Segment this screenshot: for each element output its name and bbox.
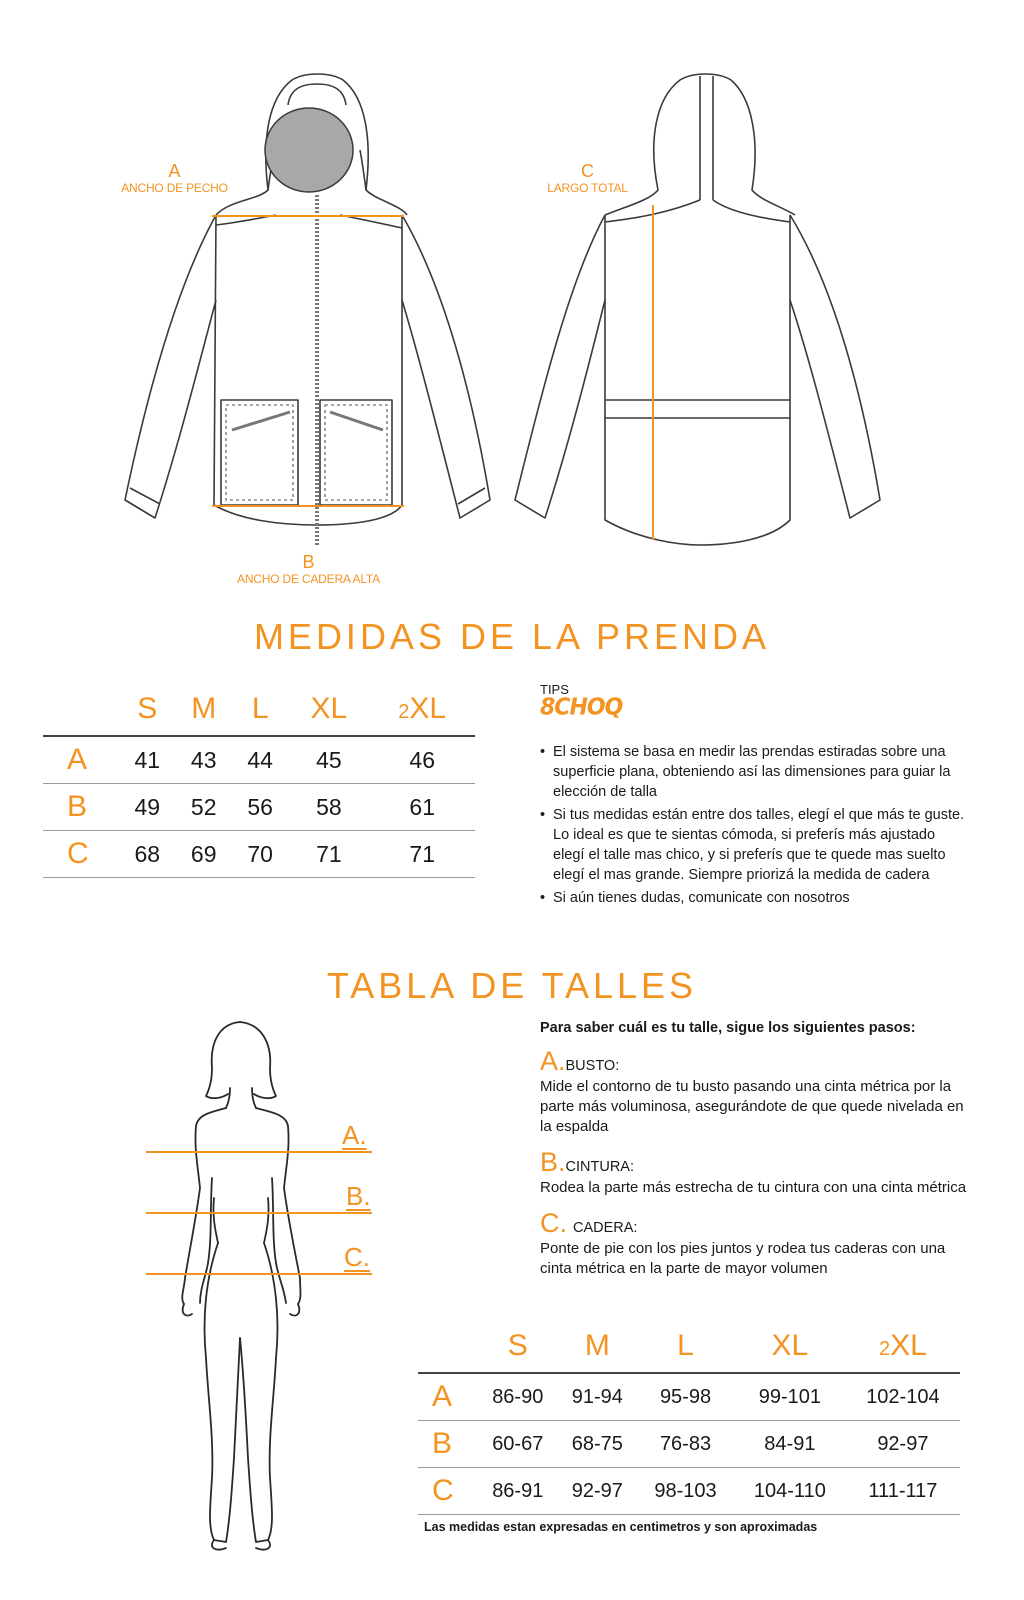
size-header: S (119, 683, 175, 736)
size-header: L (637, 1320, 734, 1373)
jacket-back-illustration (0, 0, 1024, 560)
list-item: • El sistema se basa en medir las prendas estiradas sobre una superficie plana, obteniendo así las dimensiones para guiar la elección de talla (540, 742, 970, 802)
step-title: CADERA: (573, 1220, 638, 1236)
table-cell: 61 (369, 784, 475, 831)
list-item: • Si aún tienes dudas, comunicate con nosotros (540, 888, 970, 908)
step-title: BUSTO: (565, 1058, 620, 1074)
row-label: C (43, 831, 119, 878)
row-label: A (43, 736, 119, 784)
table-cell: 76-83 (637, 1421, 734, 1468)
row-label: B (418, 1421, 478, 1468)
table-cell: 104-110 (734, 1468, 846, 1515)
size-header: 2XL (369, 683, 475, 736)
table-cell: 45 (288, 736, 369, 784)
table-cell: 111-117 (846, 1468, 960, 1515)
row-label: A (418, 1373, 478, 1421)
figure-label-hip: C. (344, 1242, 370, 1272)
table-cell: 86-91 (478, 1468, 558, 1515)
label-c-text: LARGO TOTAL (547, 180, 628, 195)
figure-label-bust: A. (342, 1120, 367, 1150)
steps-block (540, 1020, 970, 1279)
step-letter: C. (540, 1208, 567, 1238)
step-title: CINTURA: (565, 1159, 634, 1175)
table-cell: 70 (232, 831, 288, 878)
table-cell: 56 (232, 784, 288, 831)
label-a-text: ANCHO DE PECHO (121, 180, 228, 195)
step-text: Mide el contorno de tu busto pasando una cinta métrica por la parte más voluminosa, asegurándote de que quede nivelada en la espalda (540, 1078, 964, 1135)
label-total-length (540, 162, 635, 195)
label-chest-width (112, 162, 237, 195)
body-size-table (418, 1320, 960, 1515)
size-header: 2XL (846, 1320, 960, 1373)
step-letter: A. (540, 1046, 566, 1076)
size-header: XL (288, 683, 369, 736)
label-c-letter: C (581, 161, 594, 181)
label-b-letter: B (302, 552, 315, 572)
size-header: L (232, 683, 288, 736)
size-header: S (478, 1320, 558, 1373)
table-cell: 52 (175, 784, 231, 831)
tips-list (540, 742, 970, 908)
table-cell: 86-90 (478, 1373, 558, 1421)
size-header-2xl: 2 (398, 701, 410, 723)
list-item: • Si tus medidas están entre dos talles, elegí el que más te guste. Lo ideal es que te sientas cómoda, si preferís más ajustado elegí el talle mas chico, y si preferís que te quede mas suelto elegí el mas grande. Siempre priorizá la medida de cadera (540, 805, 970, 885)
table-cell: 92-97 (846, 1421, 960, 1468)
garment-measures-title: MEDIDAS DE LA PRENDA (253, 616, 771, 657)
label-hip-width (226, 553, 391, 586)
step-waist (540, 1147, 970, 1198)
size-header-2xl: 2 (878, 1338, 891, 1360)
table-cell: 69 (175, 831, 231, 878)
table-row (418, 1421, 960, 1468)
tips-title: TIPS (540, 682, 569, 697)
table-cell: 99-101 (734, 1373, 846, 1421)
row-label: C (418, 1468, 478, 1515)
size-chart-title: TABLA DE TALLES (326, 965, 698, 1006)
step-hip (540, 1208, 970, 1279)
table-header-row (418, 1320, 960, 1373)
table-cell: 71 (288, 831, 369, 878)
table-cell: 102-104 (846, 1373, 960, 1421)
table-cell: 58 (288, 784, 369, 831)
table-row (418, 1373, 960, 1421)
size-header: M (558, 1320, 638, 1373)
table-cell: 84-91 (734, 1421, 846, 1468)
table-cell: 92-97 (558, 1468, 638, 1515)
garment-size-table (43, 683, 475, 878)
size-header: M (175, 683, 231, 736)
size-header: XL (734, 1320, 846, 1373)
table-cell: 46 (369, 736, 475, 784)
table-cell: 71 (369, 831, 475, 878)
table-cell: 60-67 (478, 1421, 558, 1468)
tips-block (540, 683, 970, 911)
table-cell: 43 (175, 736, 231, 784)
table-cell: 49 (119, 784, 175, 831)
table-row (43, 831, 475, 878)
row-label: B (43, 784, 119, 831)
table-cell: 41 (119, 736, 175, 784)
table-row (43, 736, 475, 784)
table-cell: 68 (119, 831, 175, 878)
measurement-note: Las medidas estan expresadas en centimetros y son aproximadas (424, 1520, 818, 1534)
label-a-letter: A (168, 161, 181, 181)
table-row (43, 784, 475, 831)
table-cell: 68-75 (558, 1421, 638, 1468)
steps-intro: Para saber cuál es tu talle, sigue los siguientes pasos: (540, 1020, 916, 1036)
table-cell: 44 (232, 736, 288, 784)
brand-logo: 8CHOQ (540, 694, 623, 721)
table-cell: 95-98 (637, 1373, 734, 1421)
step-text: Rodea la parte más estrecha de tu cintura con una cinta métrica (540, 1179, 967, 1196)
figure-label-waist: B. (346, 1181, 371, 1211)
table-row (418, 1468, 960, 1515)
step-bust (540, 1046, 970, 1137)
table-header-row (43, 683, 475, 736)
table-cell: 98-103 (637, 1468, 734, 1515)
step-letter: B. (540, 1147, 566, 1177)
label-b-text: ANCHO DE CADERA ALTA (237, 571, 380, 586)
step-text: Ponte de pie con los pies juntos y rodea tus caderas con una cinta métrica en la parte de mayor volumen (540, 1240, 946, 1277)
table-cell: 91-94 (558, 1373, 638, 1421)
